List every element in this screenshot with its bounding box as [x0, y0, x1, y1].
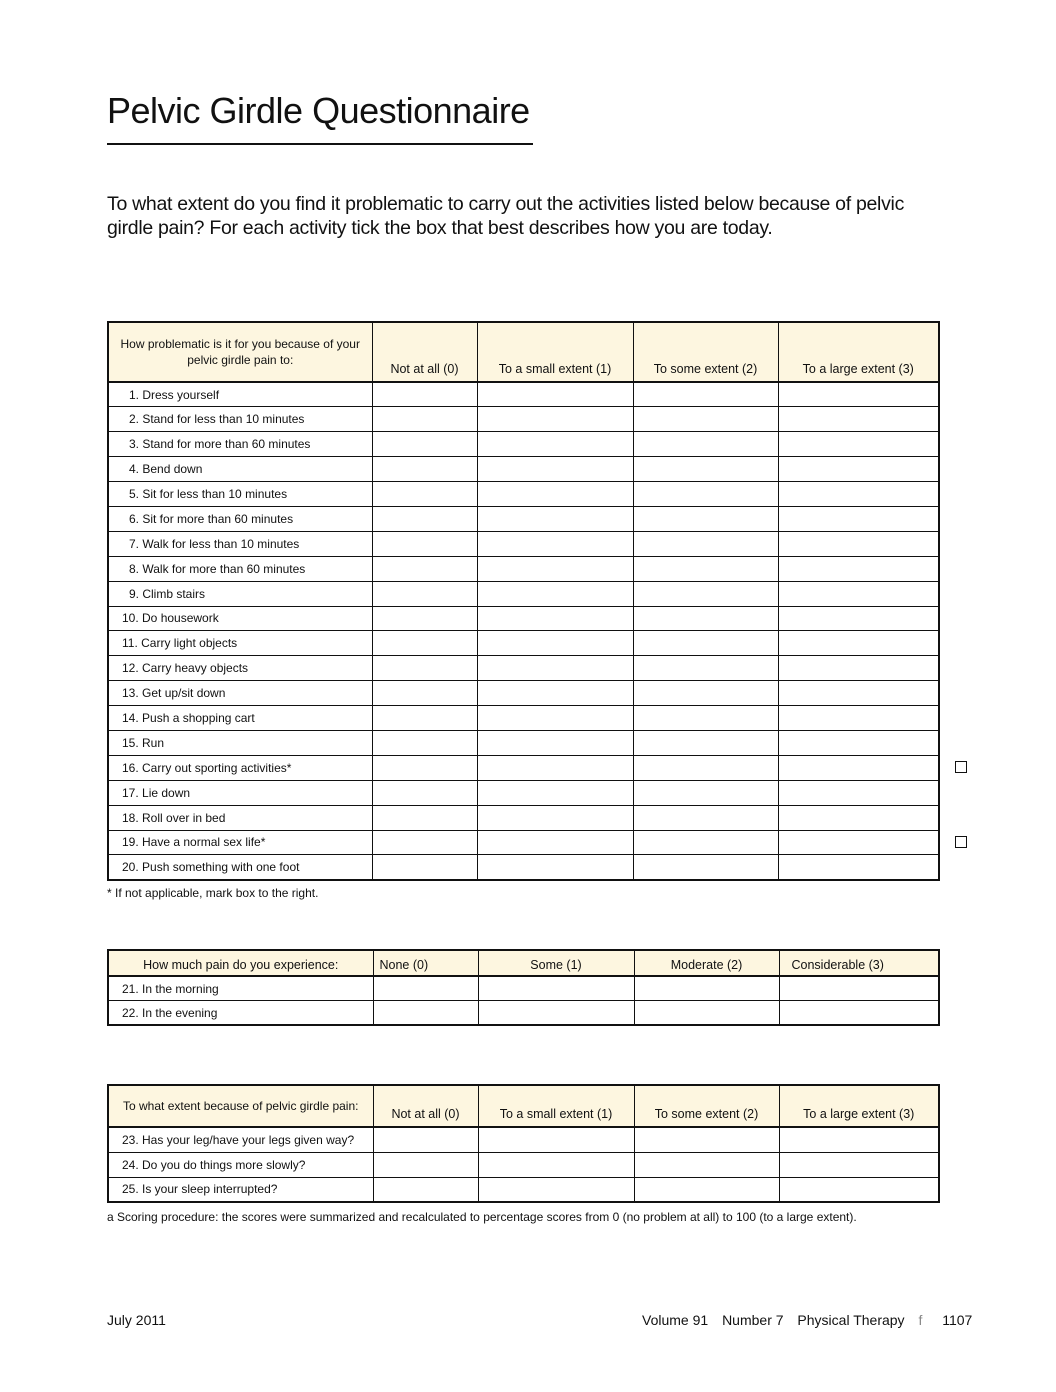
- table-row: [108, 482, 939, 507]
- answer-cell[interactable]: [633, 730, 778, 755]
- answer-cell[interactable]: [633, 556, 778, 581]
- footer-date: July 2011: [107, 1312, 166, 1328]
- answer-cell[interactable]: [633, 382, 778, 407]
- answer-cell[interactable]: [778, 780, 939, 805]
- answer-cell[interactable]: [477, 531, 633, 556]
- answer-cell[interactable]: [634, 1177, 779, 1202]
- answer-cell[interactable]: [634, 1152, 779, 1177]
- table-row: [108, 755, 939, 780]
- answer-cell[interactable]: [778, 656, 939, 681]
- answer-cell[interactable]: [634, 1001, 779, 1026]
- answer-cell[interactable]: [372, 407, 477, 432]
- answer-cell[interactable]: [372, 606, 477, 631]
- footer-separator: f: [918, 1312, 923, 1328]
- answer-cell[interactable]: [779, 1152, 939, 1177]
- answer-cell[interactable]: [372, 556, 477, 581]
- col-some-extent: To some extent (2): [634, 1085, 779, 1127]
- question-label: 12. Carry heavy objects: [108, 656, 372, 681]
- pain-question-header: How much pain do you experience:: [108, 950, 373, 976]
- question-label: 8. Walk for more than 60 minutes: [108, 556, 372, 581]
- pain-table: [107, 949, 940, 1026]
- answer-cell[interactable]: [478, 1127, 634, 1152]
- scoring-footnote: a Scoring procedure: the scores were summarized and recalculated to percentage scores from 0 (no problem at all) to 100 (to a large extent).: [107, 1210, 857, 1224]
- answer-cell[interactable]: [633, 780, 778, 805]
- answer-cell[interactable]: [373, 1001, 478, 1026]
- table-row: [108, 631, 939, 656]
- answer-cell[interactable]: [778, 681, 939, 706]
- footer-number: Number 7: [722, 1312, 784, 1328]
- consequences-question-header: To what extent because of pelvic girdle pain:: [108, 1085, 373, 1127]
- answer-cell[interactable]: [372, 681, 477, 706]
- question-label: 1. Dress yourself: [108, 382, 372, 407]
- answer-cell[interactable]: [477, 656, 633, 681]
- col-large-extent: To a large extent (3): [779, 1085, 939, 1127]
- answer-cell[interactable]: [477, 457, 633, 482]
- page-title: Pelvic Girdle Questionnaire: [107, 90, 530, 131]
- answer-cell[interactable]: [778, 805, 939, 830]
- question-label: 9. Climb stairs: [108, 581, 372, 606]
- answer-cell[interactable]: [372, 581, 477, 606]
- answer-cell[interactable]: [633, 432, 778, 457]
- answer-cell[interactable]: [477, 556, 633, 581]
- answer-cell[interactable]: [633, 631, 778, 656]
- table-row: [108, 382, 939, 407]
- table-row: [108, 1152, 939, 1177]
- answer-cell[interactable]: [477, 780, 633, 805]
- col-none: None (0): [373, 950, 478, 976]
- answer-cell[interactable]: [778, 506, 939, 531]
- col-some: Some (1): [478, 950, 634, 976]
- answer-cell[interactable]: [372, 656, 477, 681]
- table-row: [108, 1127, 939, 1152]
- table-row: [108, 681, 939, 706]
- question-label: 18. Roll over in bed: [108, 805, 372, 830]
- answer-cell[interactable]: [373, 1127, 478, 1152]
- question-label: 21. In the morning: [108, 976, 373, 1001]
- col-moderate: Moderate (2): [634, 950, 779, 976]
- answer-cell[interactable]: [373, 1152, 478, 1177]
- table-row: [108, 976, 939, 1001]
- answer-cell[interactable]: [633, 830, 778, 855]
- question-label: 23. Has your leg/have your legs given way?: [108, 1127, 373, 1152]
- answer-cell[interactable]: [477, 681, 633, 706]
- col-small-extent: To a small extent (1): [478, 1085, 634, 1127]
- answer-cell[interactable]: [779, 1001, 939, 1026]
- table-row: [108, 1001, 939, 1026]
- answer-cell[interactable]: [778, 581, 939, 606]
- answer-cell[interactable]: [778, 830, 939, 855]
- title-underline: [107, 143, 533, 145]
- answer-cell[interactable]: [634, 976, 779, 1001]
- answer-cell[interactable]: [477, 855, 633, 880]
- answer-cell[interactable]: [372, 531, 477, 556]
- answer-cell[interactable]: [477, 830, 633, 855]
- answer-cell[interactable]: [633, 407, 778, 432]
- answer-cell[interactable]: [778, 755, 939, 780]
- answer-cell[interactable]: [372, 706, 477, 731]
- answer-cell[interactable]: [372, 805, 477, 830]
- footer-page-number: 1107: [942, 1312, 973, 1328]
- table-row: [108, 432, 939, 457]
- answer-cell[interactable]: [778, 631, 939, 656]
- answer-cell[interactable]: [633, 656, 778, 681]
- footer-citation: [642, 1312, 982, 1328]
- answer-cell[interactable]: [778, 482, 939, 507]
- table-row: [108, 656, 939, 681]
- answer-cell[interactable]: [477, 482, 633, 507]
- question-label: 14. Push a shopping cart: [108, 706, 372, 731]
- table-row: [108, 855, 939, 880]
- question-label: 13. Get up/sit down: [108, 681, 372, 706]
- question-label: 3. Stand for more than 60 minutes: [108, 432, 372, 457]
- answer-cell[interactable]: [633, 482, 778, 507]
- answer-cell[interactable]: [372, 780, 477, 805]
- answer-cell[interactable]: [478, 1001, 634, 1026]
- question-label: 17. Lie down: [108, 780, 372, 805]
- col-some-extent: To some extent (2): [633, 322, 778, 382]
- answer-cell[interactable]: [372, 506, 477, 531]
- answer-cell[interactable]: [778, 382, 939, 407]
- answer-cell[interactable]: [477, 506, 633, 531]
- answer-cell[interactable]: [477, 730, 633, 755]
- question-label: 20. Push something with one foot: [108, 855, 372, 880]
- answer-cell[interactable]: [779, 976, 939, 1001]
- answer-cell[interactable]: [372, 482, 477, 507]
- question-label: 19. Have a normal sex life*: [108, 830, 372, 855]
- consequences-table: [107, 1084, 940, 1203]
- answer-cell[interactable]: [778, 706, 939, 731]
- not-applicable-checkbox-19[interactable]: [955, 836, 967, 848]
- table-row: [108, 830, 939, 855]
- question-label: 25. Is your sleep interrupted?: [108, 1177, 373, 1202]
- table-row: [108, 506, 939, 531]
- answer-cell[interactable]: [372, 855, 477, 880]
- activities-question-header: How problematic is it for you because of your pelvic girdle pain to:: [108, 322, 372, 382]
- answer-cell[interactable]: [372, 755, 477, 780]
- answer-cell[interactable]: [778, 855, 939, 880]
- answer-cell[interactable]: [478, 1177, 634, 1202]
- question-label: 11. Carry light objects: [108, 631, 372, 656]
- table-row: [108, 581, 939, 606]
- answer-cell[interactable]: [477, 581, 633, 606]
- answer-cell[interactable]: [778, 730, 939, 755]
- answer-cell[interactable]: [372, 730, 477, 755]
- table-row: [108, 531, 939, 556]
- answer-cell[interactable]: [373, 976, 478, 1001]
- answer-cell[interactable]: [477, 755, 633, 780]
- table-row: [108, 730, 939, 755]
- answer-cell[interactable]: [373, 1177, 478, 1202]
- question-label: 7. Walk for less than 10 minutes: [108, 531, 372, 556]
- answer-cell[interactable]: [633, 581, 778, 606]
- question-label: 24. Do you do things more slowly?: [108, 1152, 373, 1177]
- answer-cell[interactable]: [633, 855, 778, 880]
- not-applicable-footnote: * If not applicable, mark box to the right.: [107, 886, 319, 900]
- question-label: 16. Carry out sporting activities*: [108, 755, 372, 780]
- table-row: [108, 1177, 939, 1202]
- col-considerable: Considerable (3): [779, 950, 939, 976]
- table-row: [108, 706, 939, 731]
- answer-cell[interactable]: [633, 805, 778, 830]
- question-label: 10. Do housework: [108, 606, 372, 631]
- answer-cell[interactable]: [778, 457, 939, 482]
- footer-volume: Volume 91: [642, 1312, 709, 1328]
- activities-table: [107, 321, 940, 881]
- answer-cell[interactable]: [778, 606, 939, 631]
- answer-cell[interactable]: [477, 407, 633, 432]
- answer-cell[interactable]: [477, 382, 633, 407]
- answer-cell[interactable]: [372, 830, 477, 855]
- answer-cell[interactable]: [779, 1127, 939, 1152]
- question-label: 22. In the evening: [108, 1001, 373, 1026]
- table-row: [108, 407, 939, 432]
- answer-cell[interactable]: [633, 457, 778, 482]
- answer-cell[interactable]: [778, 407, 939, 432]
- answer-cell[interactable]: [633, 706, 778, 731]
- answer-cell[interactable]: [372, 631, 477, 656]
- answer-cell[interactable]: [478, 1152, 634, 1177]
- col-small-extent: To a small extent (1): [477, 322, 633, 382]
- answer-cell[interactable]: [477, 706, 633, 731]
- table-row: [108, 780, 939, 805]
- table-row: [108, 457, 939, 482]
- col-not-at-all: Not at all (0): [373, 1085, 478, 1127]
- answer-cell[interactable]: [477, 606, 633, 631]
- answer-cell[interactable]: [778, 556, 939, 581]
- question-label: 15. Run: [108, 730, 372, 755]
- question-label: 4. Bend down: [108, 457, 372, 482]
- question-label: 2. Stand for less than 10 minutes: [108, 407, 372, 432]
- answer-cell[interactable]: [372, 432, 477, 457]
- answer-cell[interactable]: [779, 1177, 939, 1202]
- answer-cell[interactable]: [633, 755, 778, 780]
- answer-cell[interactable]: [477, 432, 633, 457]
- answer-cell[interactable]: [372, 382, 477, 407]
- not-applicable-checkbox-16[interactable]: [955, 761, 967, 773]
- instructions-text: To what extent do you find it problematic to carry out the activities listed below because of pelvic girdle pain? For each activity tick the box that best describes how you are today.: [107, 193, 905, 239]
- question-label: 5. Sit for less than 10 minutes: [108, 482, 372, 507]
- answer-cell[interactable]: [633, 506, 778, 531]
- answer-cell[interactable]: [372, 457, 477, 482]
- footer-journal: Physical Therapy: [797, 1312, 905, 1328]
- answer-cell[interactable]: [778, 531, 939, 556]
- answer-cell[interactable]: [633, 606, 778, 631]
- answer-cell[interactable]: [478, 976, 634, 1001]
- answer-cell[interactable]: [633, 681, 778, 706]
- col-not-at-all: Not at all (0): [372, 322, 477, 382]
- answer-cell[interactable]: [778, 432, 939, 457]
- table-row: [108, 556, 939, 581]
- answer-cell[interactable]: [477, 805, 633, 830]
- answer-cell[interactable]: [477, 631, 633, 656]
- table-row: [108, 805, 939, 830]
- col-large-extent: To a large extent (3): [778, 322, 939, 382]
- table-row: [108, 606, 939, 631]
- answer-cell[interactable]: [634, 1127, 779, 1152]
- question-label: 6. Sit for more than 60 minutes: [108, 506, 372, 531]
- answer-cell[interactable]: [633, 531, 778, 556]
